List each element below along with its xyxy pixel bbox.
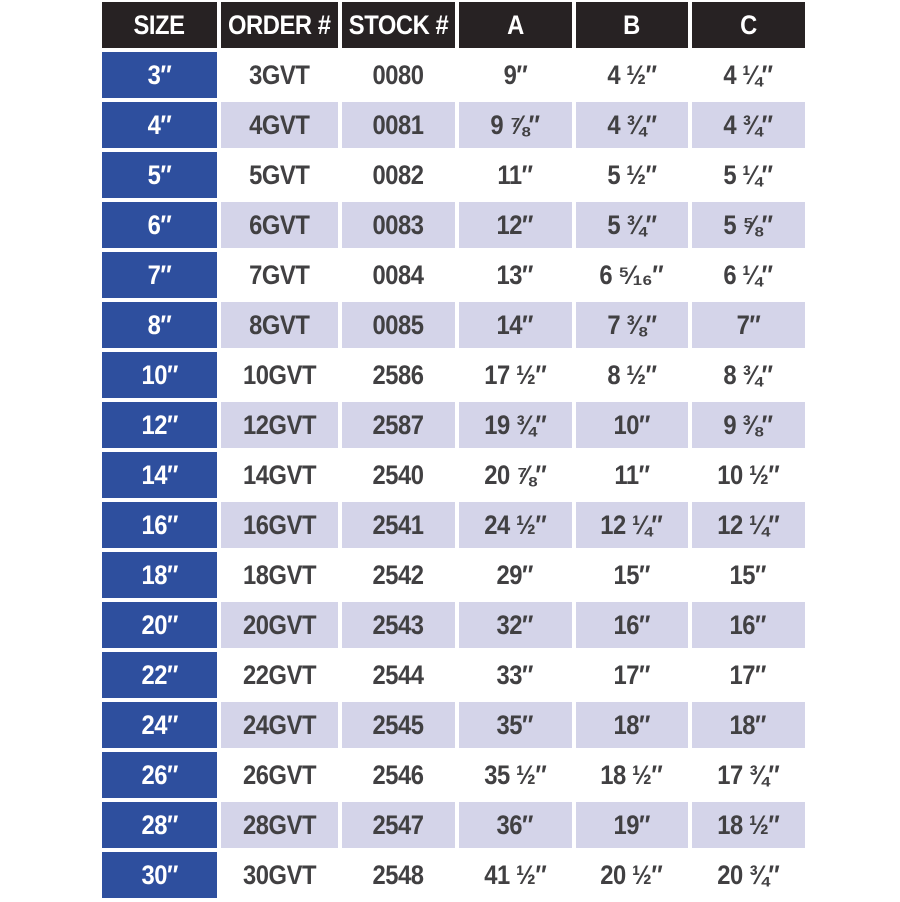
cell-c: 15″ [692,552,805,598]
cell-a: 24 ½″ [459,502,572,548]
cell-stock: 2540 [342,452,455,498]
cell-order: 3GVT [221,52,338,98]
cell-stock: 2587 [342,402,455,448]
cell-stock: 2547 [342,802,455,848]
cell-order: 6GVT [221,202,338,248]
cell-c: 6 ¼″ [692,252,805,298]
column-header-a: A [459,2,572,48]
cell-size: 6″ [102,202,217,248]
cell-a: 17 ½″ [459,352,572,398]
cell-size: 5″ [102,152,217,198]
cell-c: 20 ¾″ [692,852,805,898]
cell-size: 14″ [102,452,217,498]
table-row [102,602,805,648]
table-row [102,352,805,398]
cell-a: 9 ⅞″ [459,102,572,148]
cell-c: 16″ [692,602,805,648]
cell-stock: 2542 [342,552,455,598]
table-row [102,552,805,598]
cell-order: 30GVT [221,852,338,898]
table-row [102,752,805,798]
cell-order: 12GVT [221,402,338,448]
table-row [102,202,805,248]
cell-a: 33″ [459,652,572,698]
cell-b: 4 ¾″ [576,102,688,148]
table-row [102,802,805,848]
cell-order: 8GVT [221,302,338,348]
cell-a: 35″ [459,702,572,748]
cell-b: 17″ [576,652,688,698]
cell-b: 15″ [576,552,688,598]
column-header-size: SIZE [102,2,217,48]
cell-size: 12″ [102,402,217,448]
cell-b: 6 ⁵⁄₁₆″ [576,252,688,298]
column-header-b: B [576,2,688,48]
cell-order: 24GVT [221,702,338,748]
cell-size: 3″ [102,52,217,98]
cell-b: 5 ½″ [576,152,688,198]
cell-c: 12 ¼″ [692,502,805,548]
cell-a: 19 ¾″ [459,402,572,448]
cell-stock: 0080 [342,52,455,98]
table-row [102,152,805,198]
cell-a: 32″ [459,602,572,648]
cell-size: 16″ [102,502,217,548]
cell-size: 24″ [102,702,217,748]
cell-order: 26GVT [221,752,338,798]
table-row [102,452,805,498]
cell-stock: 2586 [342,352,455,398]
cell-stock: 0081 [342,102,455,148]
cell-order: 22GVT [221,652,338,698]
cell-order: 7GVT [221,252,338,298]
cell-b: 7 ⅜″ [576,302,688,348]
cell-c: 4 ¾″ [692,102,805,148]
cell-stock: 2548 [342,852,455,898]
cell-c: 10 ½″ [692,452,805,498]
cell-stock: 0082 [342,152,455,198]
cell-c: 18 ½″ [692,802,805,848]
cell-b: 18 ½″ [576,752,688,798]
cell-size: 20″ [102,602,217,648]
cell-c: 4 ¼″ [692,52,805,98]
table-row [102,402,805,448]
cell-a: 11″ [459,152,572,198]
column-header-stock: STOCK # [342,2,455,48]
cell-c: 17″ [692,652,805,698]
cell-order: 18GVT [221,552,338,598]
cell-a: 35 ½″ [459,752,572,798]
table-row [102,102,805,148]
cell-b: 20 ½″ [576,852,688,898]
cell-a: 36″ [459,802,572,848]
cell-a: 20 ⅞″ [459,452,572,498]
cell-b: 4 ½″ [576,52,688,98]
table-row [102,702,805,748]
cell-c: 5 ¼″ [692,152,805,198]
table-row [102,252,805,298]
cell-c: 7″ [692,302,805,348]
cell-order: 5GVT [221,152,338,198]
cell-size: 26″ [102,752,217,798]
cell-a: 41 ½″ [459,852,572,898]
cell-b: 16″ [576,602,688,648]
cell-size: 10″ [102,352,217,398]
cell-c: 5 ⅝″ [692,202,805,248]
cell-c: 17 ¾″ [692,752,805,798]
table-row [102,502,805,548]
column-header-order: ORDER # [221,2,338,48]
cell-stock: 2544 [342,652,455,698]
cell-stock: 2541 [342,502,455,548]
cell-order: 10GVT [221,352,338,398]
cell-a: 13″ [459,252,572,298]
cell-size: 18″ [102,552,217,598]
cell-stock: 0085 [342,302,455,348]
size-chart-table [98,0,809,902]
cell-a: 14″ [459,302,572,348]
cell-a: 12″ [459,202,572,248]
header-row [102,2,805,48]
cell-size: 30″ [102,852,217,898]
table-row [102,52,805,98]
size-chart [98,0,809,902]
cell-size: 8″ [102,302,217,348]
cell-b: 18″ [576,702,688,748]
cell-order: 14GVT [221,452,338,498]
cell-stock: 2543 [342,602,455,648]
cell-size: 28″ [102,802,217,848]
cell-b: 11″ [576,452,688,498]
cell-b: 12 ¼″ [576,502,688,548]
cell-c: 8 ¾″ [692,352,805,398]
cell-b: 5 ¾″ [576,202,688,248]
cell-stock: 0084 [342,252,455,298]
cell-stock: 2546 [342,752,455,798]
cell-stock: 2545 [342,702,455,748]
cell-a: 29″ [459,552,572,598]
cell-order: 4GVT [221,102,338,148]
table-row [102,852,805,898]
table-row [102,652,805,698]
cell-b: 8 ½″ [576,352,688,398]
cell-b: 19″ [576,802,688,848]
column-header-c: C [692,2,805,48]
cell-c: 9 ⅜″ [692,402,805,448]
table-row [102,302,805,348]
cell-c: 18″ [692,702,805,748]
cell-order: 16GVT [221,502,338,548]
cell-size: 7″ [102,252,217,298]
cell-stock: 0083 [342,202,455,248]
cell-order: 20GVT [221,602,338,648]
cell-size: 4″ [102,102,217,148]
cell-b: 10″ [576,402,688,448]
cell-size: 22″ [102,652,217,698]
cell-a: 9″ [459,52,572,98]
cell-order: 28GVT [221,802,338,848]
